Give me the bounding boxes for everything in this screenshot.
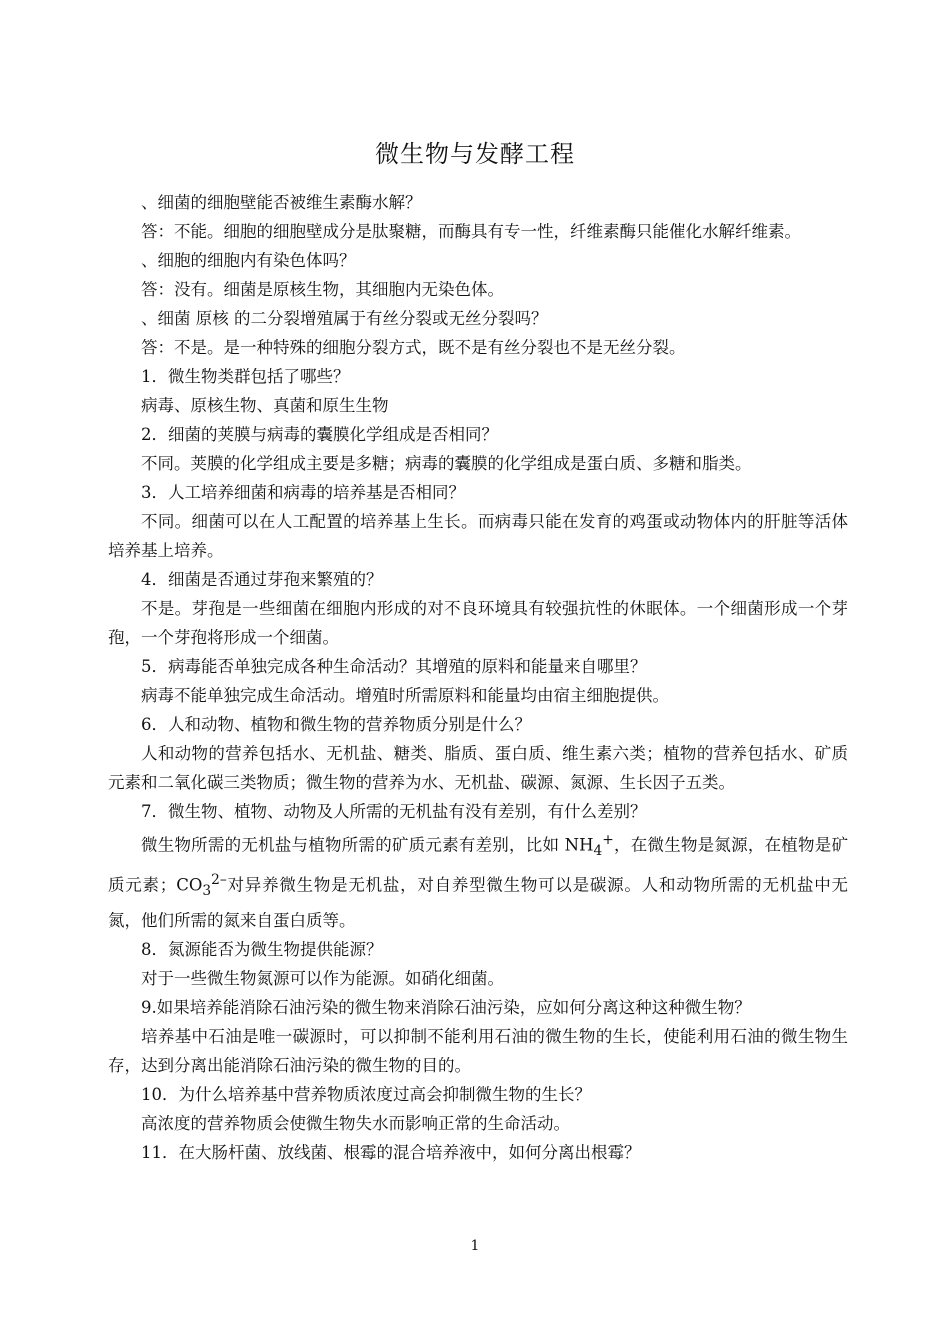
question-paragraph: 10．为什么培养基中营养物质浓度过高会抑制微生物的生长？ xyxy=(141,1084,591,1104)
question-paragraph: 7．微生物、植物、动物及人所需的无机盐有没有差别，有什么差别？ xyxy=(141,802,647,821)
answer-paragraph: 高浓度的营养物质会使微生物失水而影响正常的生命活动。 xyxy=(141,1113,570,1133)
question-paragraph: 、细菌的细胞壁能否被维生素酶水解？ xyxy=(141,193,422,212)
document-title: 微生物与发酵工程 xyxy=(375,140,575,168)
answer-paragraph: 不是。芽孢是一些细菌在细胞内形成的对不良环境具有较强抗性的休眠体。一个细菌形成一个芽孢，一个芽孢将形成一个细菌。 xyxy=(108,599,848,647)
page-number: 1 xyxy=(470,1238,480,1254)
question-paragraph: 3．人工培养细菌和病毒的培养基是否相同？ xyxy=(141,483,465,502)
answer-paragraph: 答：不能。细胞的细胞壁成分是肽聚糖，而酶具有专一性，纤维素酶只能催化水解纤维素。 xyxy=(141,222,801,241)
question-paragraph: 8．氮源能否为微生物提供能源？ xyxy=(141,939,383,959)
answer-paragraph: 病毒、原核生物、真菌和原生生物 xyxy=(141,396,389,415)
document-body xyxy=(108,188,848,1167)
question-paragraph: 6．人和动物、植物和微生物的营养物质分别是什么？ xyxy=(141,715,531,734)
answer-paragraph: 病毒不能单独完成生命活动。增殖时所需原料和能量均由宿主细胞提供。 xyxy=(141,686,669,705)
answer-paragraph: 不同。荚膜的化学组成主要是多糖；病毒的囊膜的化学组成是蛋白质、多糖和脂类。 xyxy=(141,454,752,473)
answer-paragraph: 培养基中石油是唯一碳源时，可以抑制不能利用石油的微生物的生长，使能利用石油的微生物生存，达到分离出能消除石油污染的微生物的目的。 xyxy=(108,1026,848,1075)
question-paragraph: 、细胞的细胞内有染色体吗？ xyxy=(141,251,356,270)
question-paragraph: 9.如果培养能消除石油污染的微生物来消除石油污染，应如何分离这种这种微生物？ xyxy=(141,997,751,1017)
nh4-subscript: 4 xyxy=(593,842,603,859)
answer-paragraph: 人和动物的营养包括水、无机盐、糖类、脂质、蛋白质、维生素六类；植物的营养包括水、矿质元素和二氧化碳三类物质；微生物的营养为水、无机盐、碳源、氮源、生长因子五类。 xyxy=(108,744,848,792)
nh4-superscript: + xyxy=(602,832,614,848)
chem-text-1: 微生物所需的无机盐与植物所需的矿质元素有差别，比如 NH xyxy=(141,835,594,855)
answer-paragraph-chemistry xyxy=(108,826,848,935)
chem-text-2: ，在微生物是氮源，在植物是矿质元素；CO xyxy=(108,835,848,895)
answer-paragraph: 答：不是。是一种特殊的细胞分裂方式，既不是有丝分裂也不是无丝分裂。 xyxy=(141,338,686,357)
question-paragraph: 2．细菌的荚膜与病毒的囊膜化学组成是否相同？ xyxy=(141,425,498,444)
co3-superscript: 2– xyxy=(211,871,227,888)
question-paragraph: 1．微生物类群包括了哪些？ xyxy=(141,367,350,386)
answer-paragraph: 对于一些微生物氮源可以作为能源。如硝化细菌。 xyxy=(141,968,504,988)
question-paragraph: 、细菌 原核 的二分裂增殖属于有丝分裂或无丝分裂吗？ xyxy=(141,309,548,328)
question-paragraph: 11．在大肠杆菌、放线菌、根霉的混合培养液中，如何分离出根霉？ xyxy=(141,1142,641,1162)
question-paragraph: 5．病毒能否单独完成各种生命活动？其增殖的原料和能量来自哪里？ xyxy=(141,657,647,676)
question-paragraph: 4．细菌是否通过芽孢来繁殖的？ xyxy=(141,570,383,589)
answer-paragraph: 答：没有。细菌是原核生物，其细胞内无染色体。 xyxy=(141,280,504,299)
chem-text-3: 对异养微生物是无机盐，对自养型微生物可以是碳源。人和动物所需的无机盐中无氮，他们所需的氮来自蛋白质等。 xyxy=(108,875,848,930)
answer-paragraph: 不同。细菌可以在人工配置的培养基上生长。而病毒只能在发育的鸡蛋或动物体内的肝脏等活体培养基上培养。 xyxy=(108,512,848,560)
co3-subscript: 3 xyxy=(202,882,212,899)
